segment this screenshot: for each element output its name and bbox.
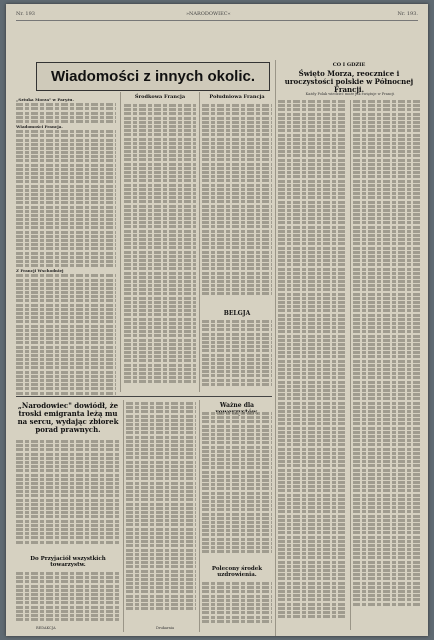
- bottom-article-body: [16, 440, 120, 550]
- footer-right: Drukarnia: [156, 626, 175, 630]
- footer-left: REDAKCJA: [36, 626, 56, 630]
- right-column-b: [353, 100, 422, 630]
- central-column-1: [124, 104, 196, 392]
- page-header: [16, 10, 418, 21]
- bottom-article-title: „Narodowiec" dowiódł, że troski emigranta leżą mu na sercu, wydając zbiorek porad prawnych.: [17, 401, 119, 434]
- right-article-subtitle: Każdy Polak wiedzieć może jak świętuje w Francji: [305, 92, 395, 96]
- left-column-lead: „Sztuka Morza" w Paryżu.: [16, 97, 74, 102]
- header-page-number-right: Nr. 193.: [397, 11, 418, 17]
- newspaper-page: [6, 4, 428, 636]
- header-page-number-left: Nr. 193: [16, 11, 35, 17]
- right-article-kicker: CO I GDZIE: [332, 62, 366, 68]
- header-title: »NARODOWIEC«: [186, 11, 231, 17]
- section-banner: Wiadomości z innych okolic.: [36, 62, 270, 91]
- bottom-middle-column: [126, 402, 196, 632]
- society-heading: Do Przyjaciół wszystkich towarzystw.: [30, 556, 106, 568]
- remedy-heading: Polecony środek uzdrowienia.: [211, 566, 263, 578]
- right-article-title: Święto Morza, reocznice i uroczystości polskie w Północnej Francji.: [284, 69, 414, 94]
- right-column-a: [278, 100, 347, 630]
- society-body: [16, 572, 120, 632]
- central-column-2: [202, 104, 272, 304]
- remedy-body: [202, 582, 272, 632]
- belgium-column: [202, 320, 272, 392]
- bikers-body: [202, 412, 272, 562]
- left-column-subhead: Wiadomości Francja.: [16, 123, 63, 129]
- left-column-subhead-2: Z Francji Wschodniej: [16, 268, 64, 274]
- belgium-heading: BELGJA: [223, 310, 251, 317]
- southern-france-heading: Południowa Francja: [209, 94, 265, 100]
- central-france-heading: Środkowa Francja: [134, 94, 186, 100]
- bikers-heading: Ważne dla: [219, 402, 255, 409]
- left-column: [16, 96, 116, 396]
